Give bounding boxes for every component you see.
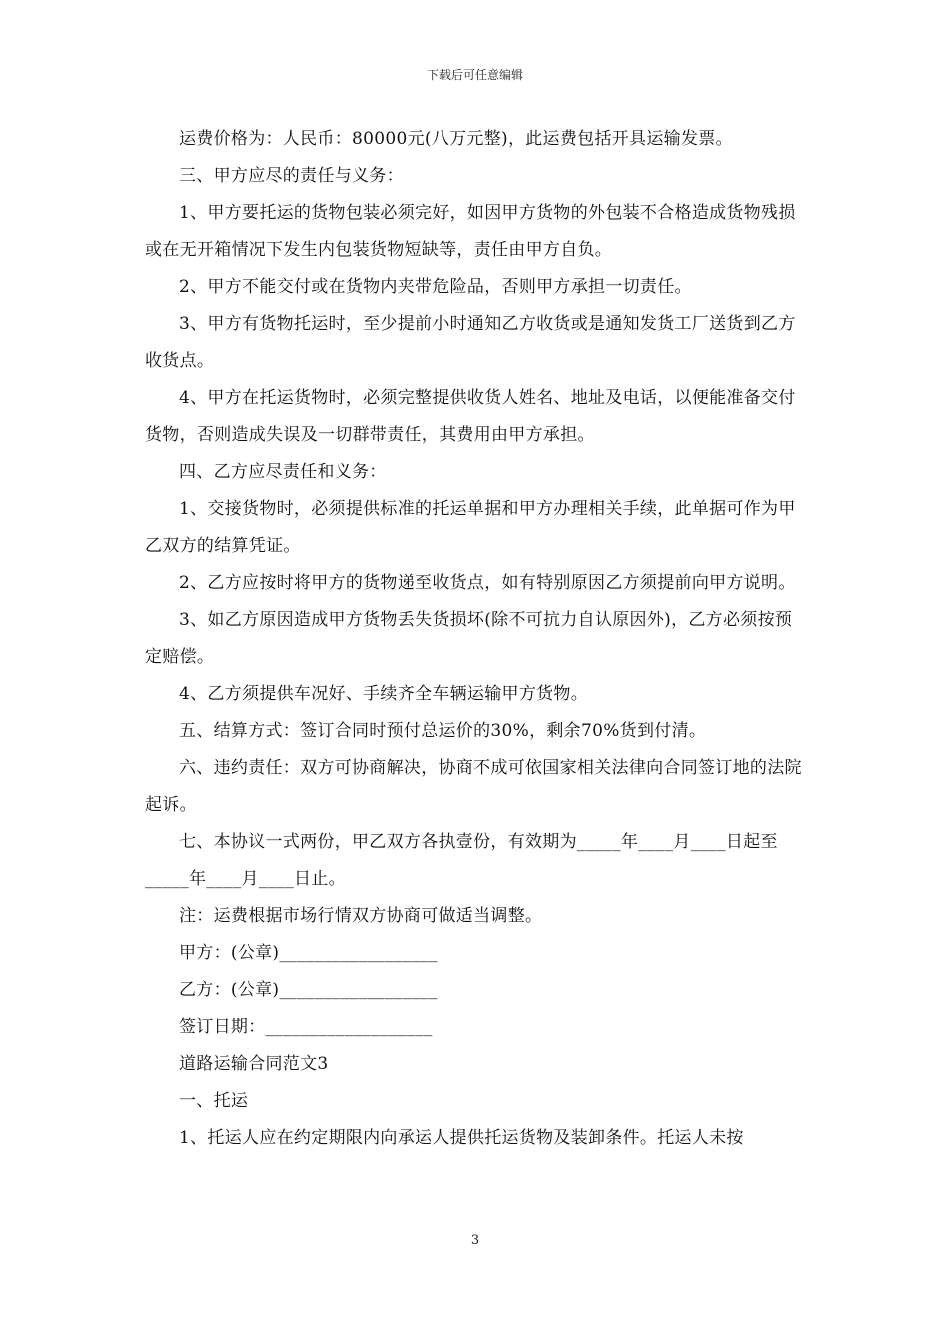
paragraph: 2、乙方应按时将甲方的货物递至收货点，如有特别原因乙方须提前向甲方说明。 [179, 573, 796, 593]
paragraph: 1、交接货物时，必须提供标准的托运单据和甲方办理相关手续，此单据可作为甲乙双方的结算凭证。 [145, 499, 796, 556]
heading-consignment: 一、托运 [179, 1091, 249, 1111]
section-title: 道路运输合同范文3 [179, 1054, 329, 1074]
signature-party-a: 甲方：(公章)__________________ [179, 943, 438, 963]
paragraph: 1、托运人应在约定期限内向承运人提供托运货物及装卸条件。托运人未按 [179, 1128, 744, 1148]
paragraph: 4、乙方须提供车况好、手续齐全车辆运输甲方货物。 [179, 684, 589, 704]
signature-party-b: 乙方：(公章)__________________ [179, 980, 438, 1000]
paragraph: 2、甲方不能交付或在货物内夹带危险品，否则甲方承担一切责任。 [179, 277, 692, 297]
paragraph-freight-price: 运费价格为：人民币：80000元(八万元整)，此运费包括开具运输发票。 [179, 129, 733, 149]
paragraph: 1、甲方要托运的货物包装必须完好，如因甲方货物的外包装不合格造成货物残损或在无开箱情况下发生内包装货物短缺等，责任由甲方自负。 [145, 203, 796, 260]
document-body [145, 121, 805, 1157]
paragraph-note: 注：运费根据市场行情双方协商可做适当调整。 [179, 906, 543, 926]
page-header: 下载后可任意编辑 [426, 68, 523, 82]
paragraph: 3、甲方有货物托运时，至少提前小时通知乙方收货或是通知发货工厂送货到乙方收货点。 [145, 314, 796, 371]
heading-party-b-duties: 四、乙方应尽责任和义务： [179, 462, 387, 482]
heading-party-a-duties: 三、甲方应尽的责任与义务： [179, 166, 404, 186]
paragraph: 3、如乙方原因造成甲方货物丢失货损坏(除不可抗力自认原因外)，乙方必须按预定赔偿。 [145, 610, 793, 667]
page-number: 3 [470, 1233, 480, 1248]
paragraph-validity: 七、本协议一式两份，甲乙双方各执壹份，有效期为_____年____月____日起至_____年____月____日止。 [145, 832, 778, 889]
paragraph-settlement: 五、结算方式：签订合同时预付总运价的30%，剩余70%货到付清。 [179, 721, 707, 741]
paragraph: 4、甲方在托运货物时，必须完整提供收货人姓名、地址及电话，以便能准备交付货物，否则造成失误及一切群带责任，其费用由甲方承担。 [145, 388, 796, 445]
paragraph-breach: 六、违约责任：双方可协商解决，协商不成可依国家相关法律向合同签订地的法院起诉。 [145, 758, 802, 815]
signing-date: 签订日期：___________________ [179, 1017, 433, 1037]
